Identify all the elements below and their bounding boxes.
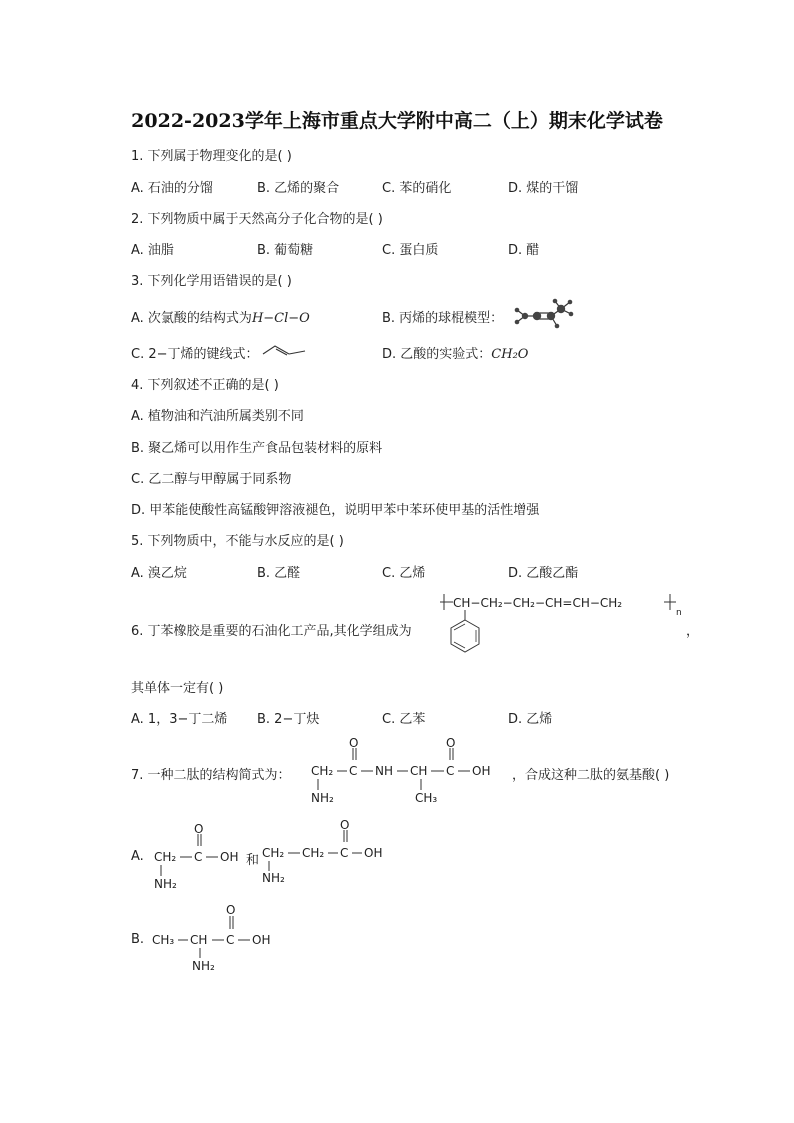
q2-option-c: C. 蛋白质 [382, 243, 439, 258]
q4-option-d: D. 甲苯能使酸性高锰酸钾溶液褪色，说明甲苯中苯环使甲基的活性增强 [131, 503, 540, 518]
q3-option-a: A. 次氯酸的结构式为H−Cl−O [131, 311, 310, 326]
svg-text:CH₂: CH₂ [154, 850, 177, 864]
svg-text:C: C [226, 933, 235, 947]
question-1: 1. 下列属于物理变化的是( ) [131, 149, 292, 164]
svg-text:O: O [340, 818, 350, 832]
svg-text:C: C [194, 850, 203, 864]
q6-option-d: D. 乙烯 [508, 712, 553, 727]
q6-option-b: B. 2−丁炔 [257, 712, 320, 727]
question-2: 2. 下列物质中属于天然高分子化合物的是( ) [131, 212, 383, 227]
svg-text:CH: CH [410, 764, 428, 778]
styrene-butadiene-rubber-structure [440, 590, 688, 662]
question-6-continued: 其单体一定有( ) [131, 681, 224, 696]
svg-text:O: O [194, 822, 204, 836]
question-6: 6. 丁苯橡胶是重要的石油化工产品,其化学组成为 [131, 624, 412, 639]
svg-text:CH₃: CH₃ [415, 791, 438, 805]
ch2o-formula: CH₂O [491, 347, 529, 362]
svg-text:CH₂: CH₂ [262, 846, 285, 860]
q2-option-b: B. 葡萄糖 [257, 243, 314, 258]
q5-option-a: A. 溴乙烷 [131, 566, 187, 581]
question-7-end: ，合成这种二肽的氨基酸( ) [512, 768, 670, 783]
glycine-structure [148, 820, 248, 890]
polymer-repeat-unit: CH−CH₂−CH₂−CH=CH−CH₂ [453, 596, 623, 610]
q3-option-c: C. 2−丁烯的键线式： [131, 347, 259, 362]
q6-option-c: C. 乙苯 [382, 712, 426, 727]
svg-text:C: C [446, 764, 455, 778]
q1-option-c: C. 苯的硝化 [382, 181, 452, 196]
q7-option-a-and: 和 [246, 853, 260, 868]
question-7: 7. 一种二肽的结构简式为： [131, 768, 291, 783]
svg-text:OH: OH [220, 850, 239, 864]
q6-option-a: A. 1，3−丁二烯 [131, 712, 228, 727]
svg-text:O: O [226, 903, 236, 917]
svg-text:O: O [446, 738, 456, 750]
beta-alanine-structure [260, 818, 390, 888]
q3-option-d: D. 乙酸的实验式：CH₂O [382, 347, 529, 362]
question-4: 4. 下列叙述不正确的是( ) [131, 378, 279, 393]
q7-option-a-label: A. [131, 849, 144, 864]
question-3: 3. 下列化学用语错误的是( ) [131, 274, 292, 289]
svg-text:CH₂: CH₂ [302, 846, 325, 860]
q5-option-b: B. 乙醛 [257, 566, 301, 581]
q5-option-c: C. 乙烯 [382, 566, 426, 581]
polymer-n: n [676, 608, 682, 618]
svg-text:CH: CH [190, 933, 208, 947]
propene-ball-stick-model [513, 296, 577, 332]
svg-text:NH: NH [375, 764, 393, 778]
q6-comma: ， [686, 624, 700, 639]
svg-text:OH: OH [472, 764, 491, 778]
svg-text:CH₃: CH₃ [152, 933, 175, 947]
svg-text:NH₂: NH₂ [154, 877, 177, 890]
q4-option-a: A. 植物油和汽油所属类别不同 [131, 409, 304, 424]
svg-text:C: C [340, 846, 349, 860]
q3-option-b: B. 丙烯的球棍模型： [382, 311, 504, 326]
svg-text:NH₂: NH₂ [311, 791, 334, 805]
svg-text:O: O [349, 738, 359, 750]
q1-option-d: D. 煤的干馏 [508, 181, 579, 196]
q5-option-d: D. 乙酸乙酯 [508, 566, 579, 581]
question-5: 5. 下列物质中，不能与水反应的是( ) [131, 534, 344, 549]
q1-option-a: A. 石油的分馏 [131, 181, 213, 196]
hclo-formula: H−Cl−O [251, 311, 310, 326]
page-title: 2022-2023学年上海市重点大学附中高二（上）期末化学试卷 [131, 110, 663, 132]
q2-option-a: A. 油脂 [131, 243, 174, 258]
svg-text:CH₂: CH₂ [311, 764, 334, 778]
svg-text:NH₂: NH₂ [262, 871, 285, 885]
dipeptide-structure [305, 738, 505, 808]
q4-option-b: B. 聚乙烯可以用作生产食品包装材料的原料 [131, 441, 383, 456]
q2-option-d: D. 醋 [508, 243, 540, 258]
svg-text:C: C [349, 764, 358, 778]
alanine-structure [150, 902, 290, 974]
2-butene-skeletal-formula [261, 343, 307, 357]
svg-text:OH: OH [364, 846, 383, 860]
svg-text:NH₂: NH₂ [192, 959, 215, 973]
q1-option-b: B. 乙烯的聚合 [257, 181, 340, 196]
q4-option-c: C. 乙二醇与甲醇属于同系物 [131, 472, 292, 487]
q7-option-b-label: B. [131, 932, 145, 947]
svg-text:OH: OH [252, 933, 271, 947]
